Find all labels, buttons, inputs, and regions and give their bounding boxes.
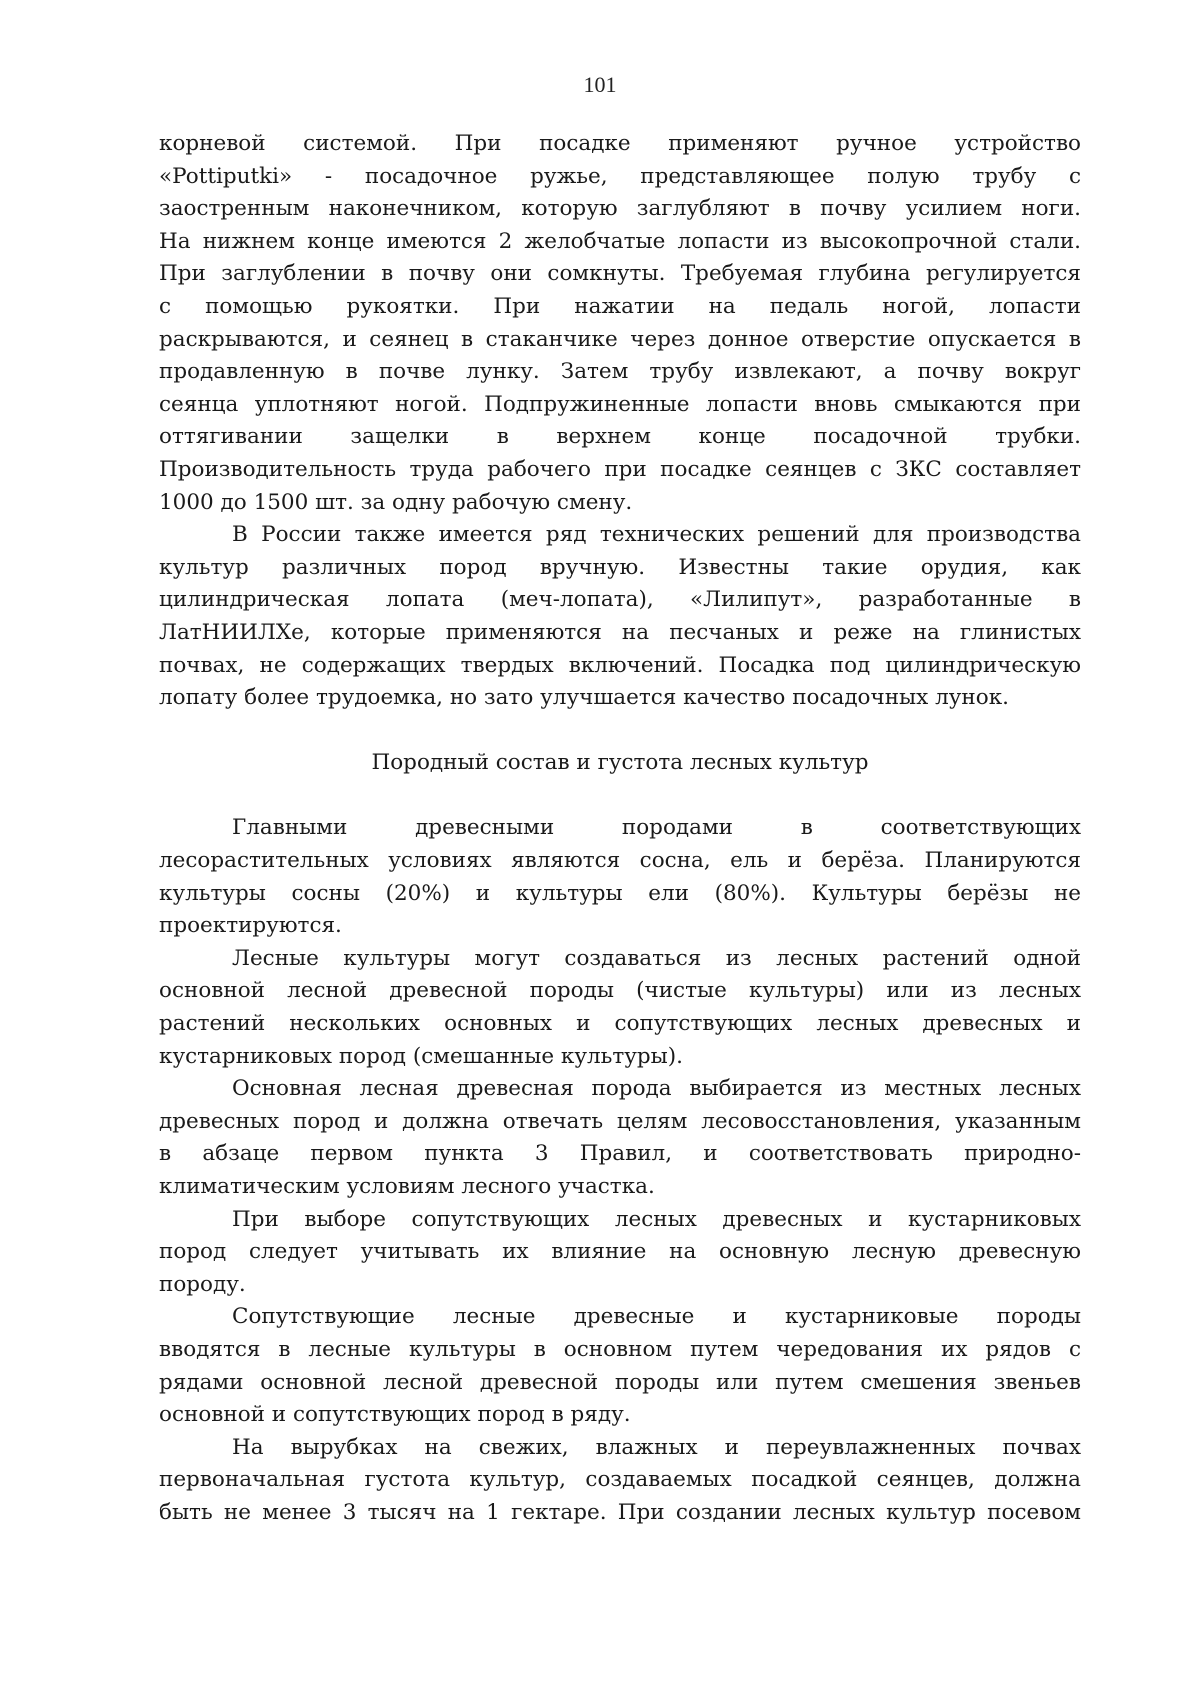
text-line: корневой системой. При посадке применяют ручное устройство (159, 131, 1081, 156)
text-line: Сопутствующие лесные древесные и кустарниковые породы (232, 1304, 1081, 1330)
text-line: кустарниковых пород (смешанные культуры). (159, 1043, 683, 1069)
blank-line (159, 715, 1081, 748)
text-line: основной лесной древесной породы (чистые культуры) или из лесных (159, 978, 1081, 1004)
text-line: в абзаце первом пункта 3 Правил, и соответствовать природно- (159, 1141, 1081, 1167)
text-line: проектируются. (159, 913, 342, 939)
text-line: лопату более трудоемка, но зато улучшается качество посадочных лунок. (159, 685, 1009, 711)
text-line: лесорастительных условиях являются сосна, ель и берёза. Планируются (159, 848, 1081, 874)
text-line: ЛатНИИЛХе, которые применяются на песчаных и реже на глинистых (159, 619, 1081, 645)
text-line: 1000 до 1500 шт. за одну рабочую смену. (159, 489, 633, 515)
text-line: заостренным наконечником, которую заглубляют в почву усилием ноги. (159, 196, 1081, 222)
text-line: растений нескольких основных и сопутствующих лесных древесных и (159, 1011, 1081, 1037)
text-line: При выборе сопутствующих лесных древесных и кустарниковых (232, 1206, 1081, 1232)
text-line: Главными древесными породами в соответствующих (232, 815, 1081, 841)
text-line: На нижнем конце имеются 2 желобчатые лопасти из высокопрочной стали. (159, 228, 1081, 254)
text-line: Основная лесная древесная порода выбирается из местных лесных (232, 1076, 1081, 1102)
text-line: культур различных пород вручную. Известны такие орудия, как (159, 554, 1081, 580)
text-line: быть не менее 3 тысяч на 1 гектаре. При создании лесных культур посевом (159, 1499, 1081, 1525)
text-line: Производительность труда рабочего при посадке сеянцев с ЗКС составляет (159, 456, 1081, 482)
text-line: культуры сосны (20%) и культуры ели (80%). Культуры берёзы не (159, 880, 1081, 906)
text-line: раскрываются, и сеянец в стаканчике через донное отверстие опускается в (159, 326, 1081, 352)
section-heading: Породный состав и густота лесных культур (371, 750, 869, 776)
text-line: оттягивании защелки в верхнем конце посадочной трубки. (159, 424, 1081, 450)
text-line: породу. (159, 1271, 246, 1297)
text-line: вводятся в лесные культуры в основном путем чередования их рядов с (159, 1336, 1081, 1362)
text-line: древесных пород и должна отвечать целям лесовосстановления, указанным (159, 1108, 1081, 1134)
page-number: 101 (583, 72, 617, 97)
blank-line (159, 780, 1081, 813)
text-line: рядами основной лесной древесной породы или путем смешения звеньев (159, 1369, 1081, 1395)
body-text (159, 128, 1081, 1530)
text-line: почвах, не содержащих твердых включений. Посадка под цилиндрическую (159, 652, 1081, 678)
text-line: основной и сопутствующих пород в ряду. (159, 1402, 631, 1428)
text-line: цилиндрическая лопата (меч-лопата), «Лилипут», разработанные в (159, 587, 1081, 613)
text-line: В России также имеется ряд технических решений для производства (232, 522, 1081, 548)
text-line: На вырубках на свежих, влажных и переувлажненных почвах (232, 1434, 1081, 1460)
text-line: с помощью рукоятки. При нажатии на педаль ногой, лопасти (159, 293, 1081, 319)
text-line: продавленную в почве лунку. Затем трубу извлекают, а почву вокруг (159, 359, 1081, 385)
text-line: При заглублении в почву они сомкнуты. Требуемая глубина регулируется (159, 261, 1081, 287)
text-line: «Pottiputki» - посадочное ружье, представляющее полую трубу с (159, 163, 1081, 189)
text-line: Лесные культуры могут создаваться из лесных растений одной (232, 945, 1081, 971)
text-line: первоначальная густота культур, создаваемых посадкой сеянцев, должна (159, 1467, 1081, 1493)
text-line: климатическим условиям лесного участка. (159, 1174, 655, 1199)
text-line: пород следует учитывать их влияние на основную лесную древесную (159, 1239, 1081, 1265)
text-line: сеянца уплотняют ногой. Подпружиненные лопасти вновь смыкаются при (159, 391, 1081, 417)
